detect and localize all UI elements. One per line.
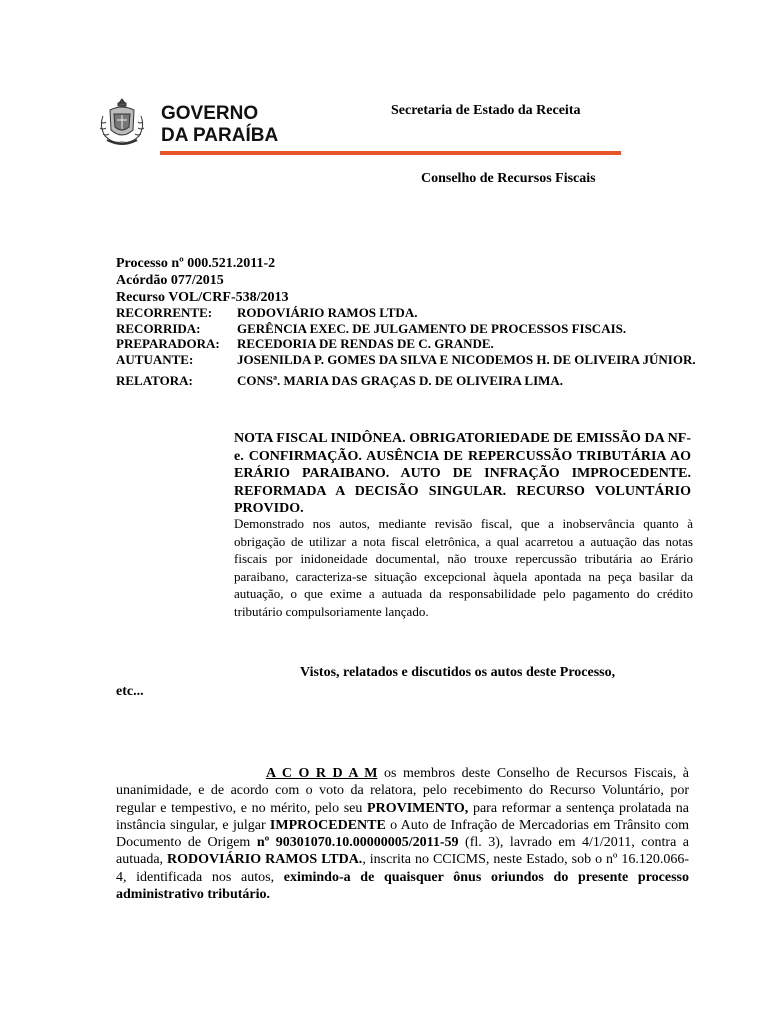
conselho-heading: Conselho de Recursos Fiscais xyxy=(421,171,596,186)
party-label: AUTUANTE: xyxy=(116,351,194,367)
acordam-text-3: o Auto de Infração de Mercadorias em Trânsito com Documento de Origem xyxy=(116,817,689,851)
acordam-paragraph xyxy=(116,765,689,903)
parties-list xyxy=(116,305,716,389)
party-preparadora xyxy=(116,336,716,352)
party-value: GERÊNCIA EXEC. DE JULGAMENTO DE PROCESSOS FISCAIS. xyxy=(237,320,627,336)
ementa-body: Demonstrado nos autos, mediante revisão fiscal, que a inobservância quanto à obrigação de utilizar a nota fiscal eletrônica, a qual acarretou a autuação das notas fiscais por inidoneidade documental, não trouxe repercussão tributária ao Erário paraibano, caracteriza-se situação excepcional àquela apontada na peça basilar da autuação, o que exime a autuada da responsabilidade pelo pagamento do crédito tributário compulsoriamente lançado. xyxy=(234,516,693,619)
party-relatora xyxy=(116,373,716,389)
acordam-text-5: , inscrita no CCICMS, neste Estado, sob o nº 16.120.066-4, identificada nos autos, xyxy=(116,852,690,885)
party-autuante xyxy=(116,352,716,368)
acordao-number: Acórdão 077/2015 xyxy=(116,273,224,288)
secretaria-heading: Secretaria de Estado da Receita xyxy=(391,103,581,118)
acordam-lead: A C O R D A M xyxy=(266,766,378,781)
party-label: RECORRENTE: xyxy=(116,305,213,320)
case-info xyxy=(116,255,716,306)
party-value: RECEDORIA DE RENDAS DE C. GRANDE. xyxy=(237,336,494,351)
vistos-etc: etc... xyxy=(116,684,144,699)
acordam-improcedente: IMPROCEDENTE xyxy=(269,817,386,833)
ementa-headline: NOTA FISCAL INIDÔNEA. OBRIGATORIEDADE DE EMISSÃO DA NF-e. CONFIRMAÇÃO. AUSÊNCIA DE REPERCUSSÃO TRIBUTÁRIA AO ERÁRIO PARAIBANO. AUTO DE INFRAÇÃO IMPROCEDENTE. REFORMADA A DECISÃO SINGULAR. RECURSO VOLUNTÁRIO PROVIDO. xyxy=(234,431,691,516)
acordam-text-1: os membros deste Conselho de Recursos Fiscais, à unanimidade, e de acordo com o voto da relatora, pelo recebimento do Recurso Voluntário, por regular e tempestivo, e no mérito, pelo seu xyxy=(116,766,689,816)
party-recorrente xyxy=(116,305,716,321)
government-title xyxy=(161,103,278,147)
acordam-provimento: PROVIMENTO, xyxy=(367,800,469,816)
vistos-line: Vistos, relatados e discutidos os autos deste Processo, xyxy=(300,665,616,680)
party-value: CONSª. MARIA DAS GRAÇAS D. DE OLIVEIRA LIMA. xyxy=(237,373,564,388)
recurso-number: Recurso VOL/CRF-538/2013 xyxy=(116,290,289,305)
government-title-line1: GOVERNO xyxy=(161,103,259,124)
acordam-text-4: (fl. 3), lavrado em 4/1/2011, contra a autuada, xyxy=(116,835,690,868)
party-label: RECORRIDA: xyxy=(116,320,201,336)
acordam-company-name: RODOVIÁRIO RAMOS LTDA. xyxy=(167,852,363,868)
acordam-document-number: nº 90301070.10.00000005/2011-59 xyxy=(256,835,459,851)
party-recorrida xyxy=(116,321,716,337)
acordam-conclusion: eximindo-a de quaisquer ônus oriundos do presente processo administrativo tributário. xyxy=(116,869,689,903)
party-label: PREPARADORA: xyxy=(116,336,220,351)
acordam-text-2: para reformar a sentença prolatada na instância singular, e julgar xyxy=(116,800,689,833)
header-divider xyxy=(160,151,621,155)
government-title-line2: DA PARAÍBA xyxy=(161,125,279,146)
party-value: JOSENILDA P. GOMES DA SILVA E NICODEMOS H. DE OLIVEIRA JÚNIOR. xyxy=(237,351,696,367)
coat-of-arms-icon xyxy=(97,96,147,148)
processo-number: Processo nº 000.521.2011-2 xyxy=(116,256,276,271)
party-label: RELATORA: xyxy=(116,373,193,388)
party-value: RODOVIÁRIO RAMOS LTDA. xyxy=(237,305,418,320)
